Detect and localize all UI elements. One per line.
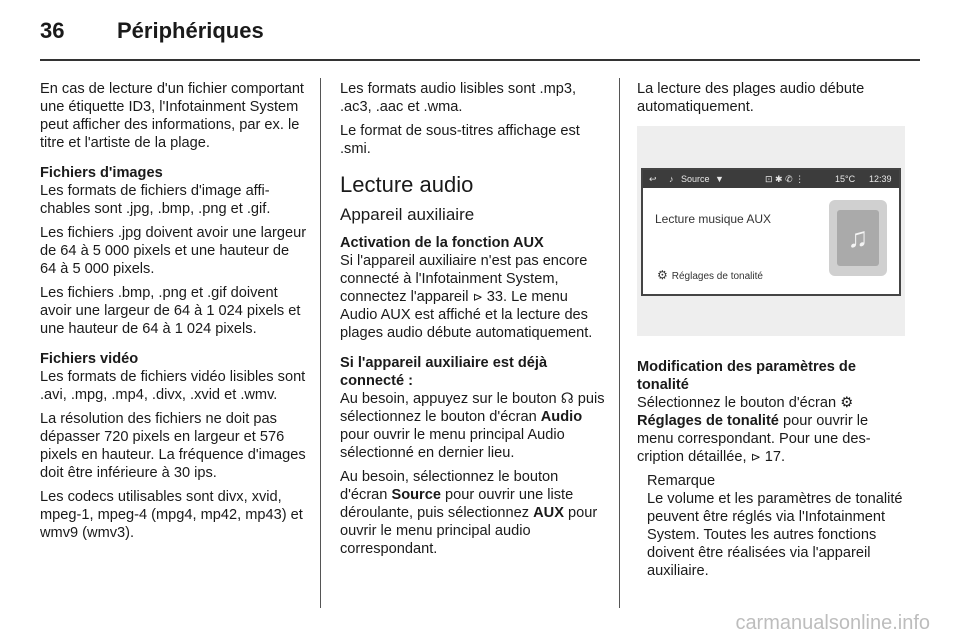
text-run: pour ouvrir le menu principal Audio sélectionné en dernier lieu. — [340, 427, 565, 461]
music-note-icon: ♪ — [669, 174, 674, 184]
source-button-label: Source — [391, 487, 441, 503]
tone-button-label: Réglages de tonalité — [637, 413, 779, 429]
paragraph: Les formats de fichiers vidéo lisibles sont .avi, .mpg, .mp4, .divx, .xvid et .wmv. — [40, 369, 306, 403]
paragraph — [340, 390, 606, 462]
remark-heading: Remarque — [647, 473, 716, 489]
text-run: Si l'appareil auxiliaire n'est pas encore connecté à l'Infotainment System, connectez l'appareil — [340, 253, 588, 305]
page-title: Périphériques — [117, 18, 264, 43]
page-number: 36 — [40, 18, 65, 43]
device-image — [829, 200, 887, 276]
clock: 12:39 — [869, 174, 892, 184]
subsection-heading: Appareil auxiliaire — [340, 205, 475, 224]
paragraph: Le format de sous-titres affichage est .smi. — [340, 123, 580, 157]
text-run: puis sélectionnez le bouton d'écran — [340, 391, 605, 425]
column-2 — [340, 80, 606, 564]
page-header — [0, 0, 960, 64]
page-reference[interactable]: 17 — [764, 449, 781, 465]
paragraph — [340, 252, 606, 342]
text-run: pour ouvrir une liste déroulante, puis sélectionnez — [340, 487, 574, 521]
text-run: . Le menu Audio AUX est affiché et la lecture des plages audio débute automatiquement. — [340, 289, 593, 341]
equalizer-icon: ⚙ — [657, 268, 668, 282]
paragraph: Sélectionnez le bouton d'écran ⚙ Réglages de tonalité pour ouvrir le menu correspondant. Pour une description détaillée, ⊳ 17. — [637, 395, 871, 465]
status-icons: ⊡ ✱ ✆ ⋮ — [765, 174, 805, 184]
infotainment-screen — [641, 168, 901, 296]
text-run: Sélectionnez le bouton d'écran — [637, 395, 837, 411]
source-button: Source — [681, 174, 710, 184]
chevron-down-icon: ▼ — [715, 174, 724, 184]
paragraph: Les formats audio lisibles sont .mp3, .ac3, .aac et .wma. — [340, 81, 577, 115]
images-heading: Fichiers d'images — [40, 165, 163, 181]
remark-text: Le volume et les paramètres de tonalité peuvent être réglés via l'Infotainment System. Toutes les autres fonctions doivent être réalisées via l'appareil auxiliaire. — [647, 491, 903, 579]
column-1 — [40, 80, 308, 548]
paragraph: Les codecs utilisables sont divx, xvid, mpeg-1, mpeg-4 (mpg4, mp42, mp43) et wmv9 (wmv3). — [40, 489, 303, 541]
paragraph: Les formats de fichiers d'image affichables sont .jpg, .bmp, .png et .gif. — [40, 183, 271, 217]
column-3 — [637, 80, 905, 580]
remark-box — [647, 472, 905, 580]
section-heading: Lecture audio — [340, 172, 474, 197]
audio-button-label: Audio — [540, 409, 583, 425]
tone-settings-button — [657, 266, 763, 286]
paragraph: Les fichiers .bmp, .png et .gif doivent avoir une largeur de 64 à 1 024 pixels et une hauteur de 64 à 1 024 pixels. — [40, 285, 301, 337]
music-note-icon: ♫ — [837, 210, 879, 266]
text-run: Au besoin, appuyez sur le bouton — [340, 391, 557, 407]
header-divider — [40, 59, 920, 61]
equalizer-icon: ⚙ — [840, 395, 854, 411]
column-divider — [619, 78, 620, 608]
temperature: 15°C — [835, 174, 856, 184]
aux-option-label: AUX — [533, 505, 564, 521]
paragraph: La résolution des fichiers ne doit pas dépasser 720 pixels en largeur et 576 pixels en hauteur. La fréquence d'images doit être inférieure à 30 ips. — [40, 411, 306, 481]
tone-heading: Modification des paramètres de tonalité — [637, 359, 856, 393]
page-ref-icon: ⊳ — [750, 450, 761, 464]
paragraph: En cas de lecture d'un fichier comportant une étiquette ID3, l'Infotainment System peut afficher des informations, par ex. le titre et l'artiste de la plage. — [40, 81, 304, 151]
paragraph: Les fichiers .jpg doivent avoir une largeur de 64 à 5 000 pixels et une hauteur de 64 à 5 000 pixels. — [40, 225, 307, 277]
back-icon: ↩ — [649, 174, 657, 184]
page-ref-icon: ⊳ — [472, 290, 483, 304]
tone-settings-label: Réglages de tonalité — [671, 271, 763, 282]
screen-title: Lecture musique AUX — [655, 212, 772, 226]
connected-heading: Si l'appareil auxiliaire est déjà connecté : — [340, 355, 548, 389]
text-run: pour ouvrir le menu correspondant. Pour une description détaillée, — [637, 413, 871, 465]
text-run: Au besoin, sélectionnez le bouton d'écran — [340, 469, 559, 503]
video-heading: Fichiers vidéo — [40, 351, 139, 367]
watermark: carmanualsonline.info — [735, 612, 930, 634]
activation-heading: Activation de la fonction AUX — [340, 235, 544, 251]
paragraph — [340, 468, 606, 558]
paragraph: La lecture des plages audio débute automatiquement. — [637, 81, 865, 115]
screen-illustration — [637, 126, 905, 336]
column-divider — [320, 78, 321, 608]
text-run: pour ouvrir le menu principal audio correspondant. — [340, 505, 598, 557]
page-reference[interactable]: 33 — [486, 289, 503, 305]
media-button-icon: ☊ — [560, 391, 574, 407]
status-bar — [643, 170, 899, 188]
